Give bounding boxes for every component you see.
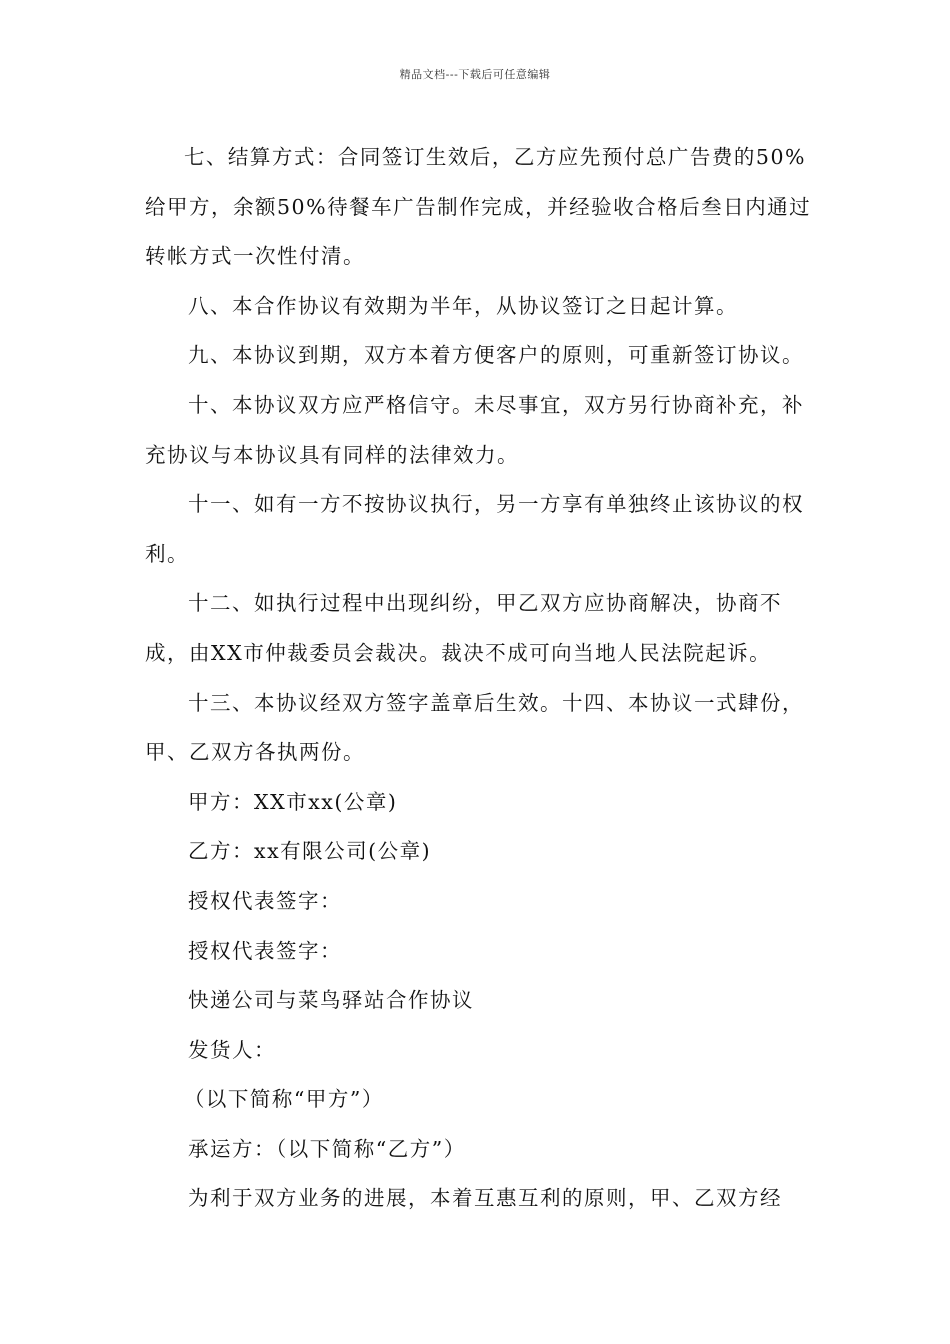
clause-12-dispute: 十二、如执行过程中出现纠纷，甲乙双方应协商解决，协商不成，由XX市仲裁委员会裁决。裁决不成可向当地人民法院起诉。 [145,591,783,665]
party-b-line: 乙方：xx有限公司(公章) [188,839,432,864]
clause-11-termination: 十一、如有一方不按协议执行，另一方享有单独终止该协议的权利。 [145,492,805,566]
clause-8-validity: 八、本合作协议有效期为半年，从协议签订之日起计算。 [188,293,739,318]
preamble-line: 为利于双方业务的进展，本着互惠互利的原则，甲、乙双方经 [188,1186,783,1211]
page-header: 精品文档---下载后可任意编辑 [399,68,551,81]
clause-9-renewal: 九、本协议到期，双方本着方便客户的原则，可重新签订协议。 [188,343,805,368]
clause-10-supplement: 十、本协议双方应严格信守。未尽事宜，双方另行协商补充，补充协议与本协议具有同样的法律效力。 [145,392,805,467]
clause-13-14-effect-copies: 十三、本协议经双方签字盖章后生效。十四、本协议一式肆份，甲、乙双方各执两份。 [145,690,805,765]
shipper-alias-line: （以下简称“甲方”） [183,1087,384,1112]
document-body [145,133,825,1224]
clause-7-settlement: 七、结算方式：合同签订生效后，乙方应先预付总广告费的50%给甲方，余额50%待餐车广告制作完成，并经验收合格后叁日内通过转帐方式一次性付清。 [145,145,812,269]
party-a-line: 甲方：XX市xx(公章) [188,789,398,814]
agreement-title: 快递公司与菜鸟驿站合作协议 [188,988,475,1013]
signature-line-a: 授权代表签字： [188,888,343,913]
carrier-line: 承运方：（以下简称“乙方”） [188,1136,466,1161]
signature-line-b: 授权代表签字： [188,938,343,963]
shipper-line: 发货人： [188,1037,277,1062]
